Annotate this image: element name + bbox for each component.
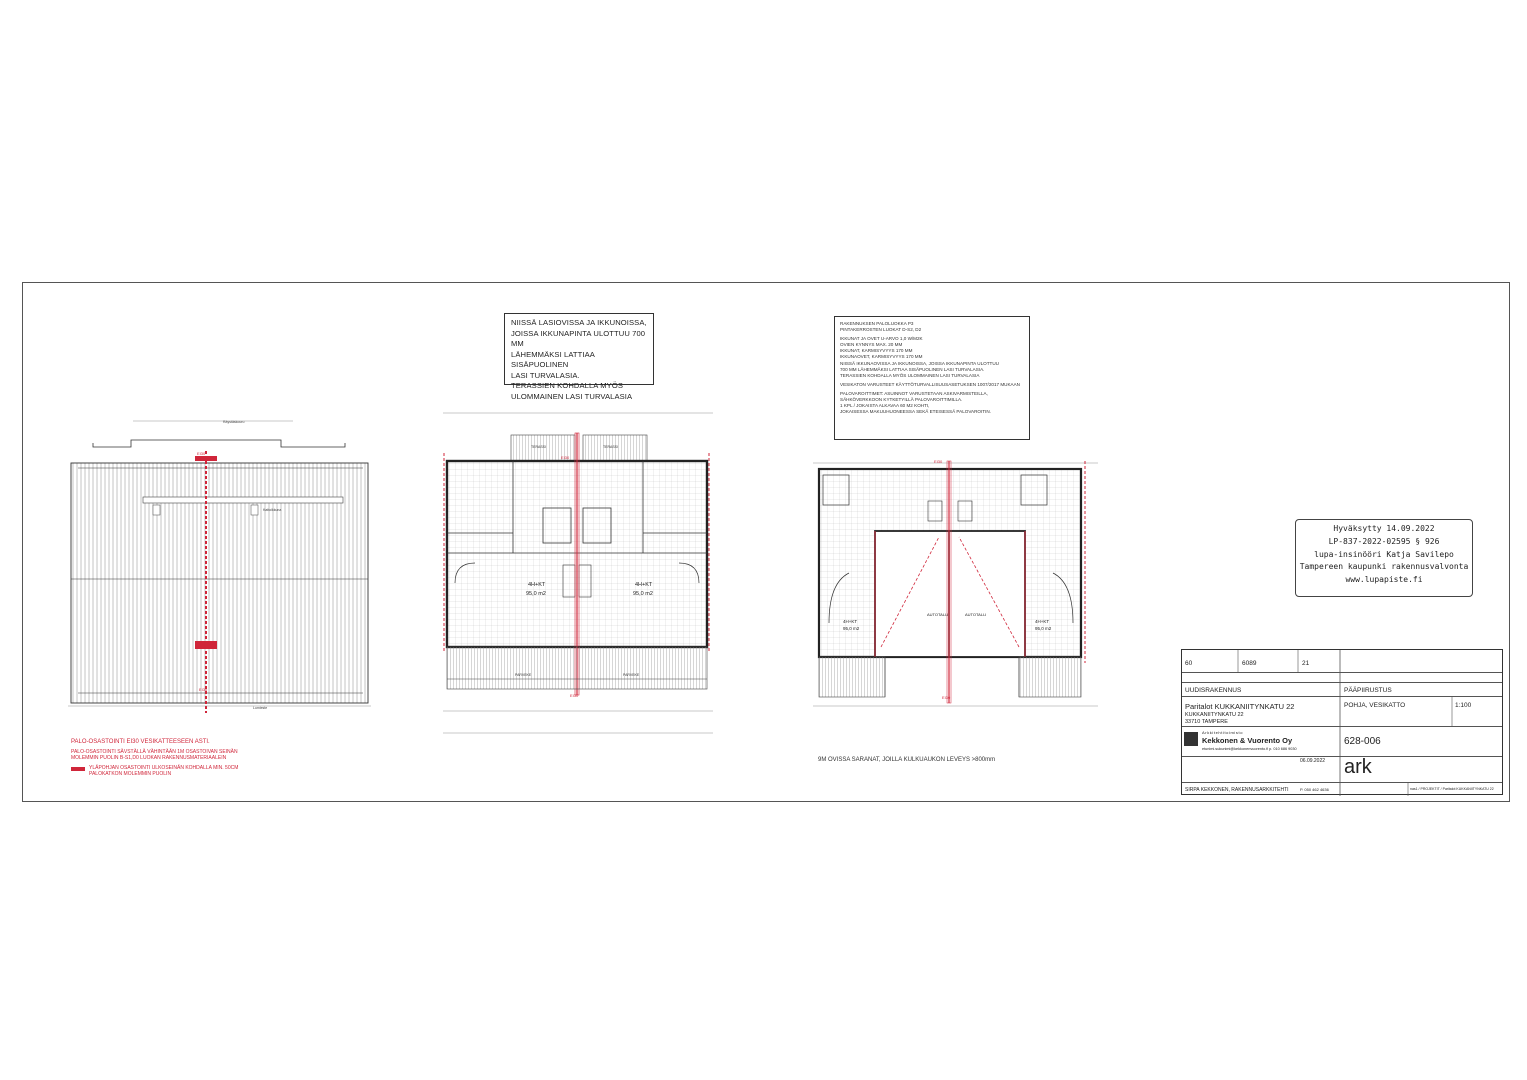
ei30-mark: EI30 <box>197 451 206 456</box>
postal-address: 33710 TAMPERE <box>1185 719 1228 725</box>
balcony-label: PARVEKE <box>623 673 640 677</box>
ei30-mark: EI30 <box>942 695 951 700</box>
red-legend-swatch <box>71 767 85 771</box>
spec-group: IKKUNAT JA OVET U-ARVO 1,0 W/M2K OVIEN KYNNYS MAX. 20 MM IKKUNAT, KARMISYVYYS 170 MM IKKUNAOVET, KARMISYVYYS 170 MM NIISSÄ IKKUNAOVISSA JA IKKUNOISSA, JOISSA IKKUNAPINTA ULOTTUU 700 MM LÄHEMMÄKSI LATTIAA SISÄPUOLINEN LASI TURVALASIA. TERASSIEN KOHDALLA MYÖS ULOMMAINEN LASI TURVALASIA <box>840 336 999 378</box>
note-line: LÄHEMMÄKSI LATTIAA SISÄPUOLINEN <box>511 349 595 369</box>
title-block-grid <box>1182 650 1504 796</box>
designer-phone: P. 050 462 4636 <box>1300 787 1329 792</box>
safety-glass-note <box>504 313 654 401</box>
spec-group: VESIKATON VARUSTEET KÄYTTÖTURVALLISUUSASETUKSEN 1007/2017 MUKAAN <box>840 381 1020 387</box>
roof-plan <box>68 420 371 713</box>
ei30-mark: EI30 <box>934 459 943 464</box>
address: KUKKANIITYNKATU 22 <box>1185 712 1244 718</box>
file-path: nas1 / PROJEKTIT / Paritalot KUKKANIITYNKATU 22 <box>1410 787 1494 791</box>
approval-date: Hyväksytty 14.09.2022 <box>1333 524 1435 533</box>
apartment-area: 95,0 m2 <box>1035 626 1052 631</box>
apartment-type: 4H+KT <box>635 582 653 588</box>
fire-legend-line: PALO-OSASTOINTI SÄVSTÄLLÄ VÄHINTÄÄN 1M OSASTOIVAN SEINÄN <box>71 749 238 755</box>
drawing-type: PÄÄPIIRUSTUS <box>1344 687 1392 694</box>
note-line: NIISSÄ LASIOVISSA JA IKKUNOISSA, <box>511 318 647 327</box>
sheet-content: POHJA, VESIKATTO <box>1344 702 1406 709</box>
note-line: ULOMMAINEN LASI TURVALASIA <box>511 391 633 401</box>
ground-floor-plan <box>813 459 1098 706</box>
terrace-label: TERASSI <box>603 445 618 449</box>
garage-label: AUTOTALLI <box>927 612 949 617</box>
drawing-sheet <box>22 282 1510 802</box>
roof-bottom-label: Lumieste <box>253 706 268 710</box>
apartment-area: 95,0 m2 <box>843 626 860 631</box>
apartment-area: 95,0 m2 <box>633 591 653 597</box>
fire-legend-heading: PALO-OSASTOINTI EI30 VESIKATTEESEEN ASTI. <box>71 739 210 745</box>
note-line: JOISSA IKKUNAPINTA ULOTTUU 700 MM <box>511 328 646 348</box>
balcony-label: PARVEKE <box>515 673 532 677</box>
project-type: UUDISRAKENNUS <box>1185 687 1242 694</box>
scale: 1:100 <box>1455 702 1472 709</box>
note-line: TERASSIEN KOHDALLA MYÖS <box>511 381 624 390</box>
designer: SIRPA KEKKONEN, RAKENNUSARKKITEHTI <box>1185 787 1289 793</box>
approver: lupa-insinööri Katja Savilepo <box>1314 549 1454 559</box>
ei30-mark: EI30 <box>561 455 570 460</box>
tb-cell: 60 <box>1185 660 1193 667</box>
building-spec-note <box>834 316 1030 440</box>
doors-note: 9M OVISSA SARANAT, JOILLA KULKUAUKON LEVEYS >800mm <box>818 757 996 763</box>
authority: Tampereen kaupunki rakennusvalvonta <box>1299 562 1469 572</box>
apartment-type: 4H+KT <box>1035 619 1050 624</box>
spec-group: PALOVAROITTIMET: ASUINNOT VARUSTETAAN ASKIVARMISTEILLA, SÄHKÖVERKKOON KYTKETYILLÄ PALOVAROITTIMILLA. 1 KPL / JOKAISTA ALKAVAA 60 M2 KOHTI, JOKAISESSA MAKUUHUONEESSA SEKÄ ETEISESSÄ PALOVAROITIN. <box>840 390 991 415</box>
apartment-type: 4H+KT <box>528 582 546 588</box>
drawing-date: 06.09.2022 <box>1300 758 1326 764</box>
upper-floor-plan <box>443 413 713 733</box>
tb-cell: 6089 <box>1242 660 1257 667</box>
project-name: Paritalot KUKKANIITYNKATU 22 <box>1185 702 1295 711</box>
company-contact: etunimi.sukunimi@kekkonenvuorento.fi p. 010 686 9030 <box>1202 747 1297 751</box>
title-block <box>1181 649 1503 795</box>
authority-url: www.lupapiste.fi <box>1345 575 1423 585</box>
fire-legend-line: MOLEMMIN PUOLIN B-S1,D0 LUOKAN RAKENNUSMATERIAALEIN <box>71 755 227 761</box>
fire-legend-line: YLÄPOHJAN OSASTOINTI ULKOSEINÄN KOHDALLA MIN. 50CM <box>89 765 239 771</box>
terrace-label: TERASSI <box>531 445 546 449</box>
apartment-type: 4H+KT <box>843 619 858 624</box>
garage-label: AUTOTALLI <box>965 612 987 617</box>
permit-number: LP-837-2022-02595 § 926 <box>1328 536 1440 546</box>
approval-stamp <box>1295 519 1473 597</box>
note-line: LASI TURVALASIA. <box>511 370 580 380</box>
ei30-mark: EI30 <box>570 693 579 698</box>
company-name: Kekkonen & Vuorento Oy <box>1202 736 1293 745</box>
tb-cell: 21 <box>1302 660 1310 667</box>
discipline: ark <box>1344 756 1372 778</box>
roof-ridge-label: Kattoikkuna <box>263 508 282 512</box>
apartment-area: 95,0 m2 <box>526 591 546 597</box>
roof-top-label: Räystäskouru <box>223 420 245 424</box>
spec-group: RAKENNUKSEN PALOLUOKKA P3 PINTAKERROSTEN LUOKAT D-S2, D2 <box>840 321 922 333</box>
drawing-number: 628-006 <box>1344 736 1381 747</box>
fire-legend-line: PALOKATKON MOLEMMIN PUOLIN <box>89 771 172 777</box>
ei30-mark: EI30 <box>199 687 208 692</box>
company-label: Arkkitehtitoimisto <box>1202 730 1244 735</box>
